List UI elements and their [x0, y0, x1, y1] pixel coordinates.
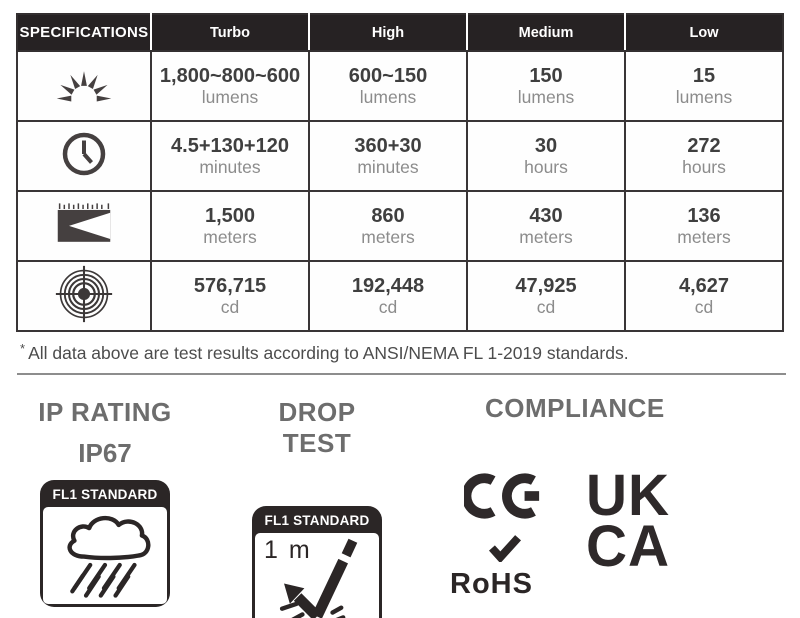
spec-unit: meters	[203, 226, 257, 247]
spec-unit: minutes	[199, 156, 261, 177]
spec-cell	[625, 191, 783, 261]
column-header-low: Low	[625, 14, 783, 51]
ukca-line-ca: CA	[586, 514, 671, 580]
rohs-mark-label: RoHS	[450, 568, 533, 600]
drop-test-title: DROP TEST	[278, 397, 356, 458]
fl1-badge-label: FL1 STANDARD	[264, 513, 370, 528]
ce-mark-icon	[464, 470, 566, 527]
ukca-mark	[586, 463, 671, 580]
spec-cell	[151, 51, 309, 121]
spec-cell	[151, 121, 309, 191]
footnote-text: All data above are test results according to ANSI/NEMA FL 1-2019 standards.	[28, 343, 629, 363]
compliance-title: COMPLIANCE	[485, 393, 665, 423]
spec-cell	[309, 191, 467, 261]
row-icon-cell	[17, 51, 151, 121]
spec-unit: cd	[694, 296, 714, 317]
spec-cell	[625, 261, 783, 331]
spec-value: 576,715	[193, 275, 267, 298]
spec-value: 4,627	[678, 275, 730, 298]
spec-cell	[467, 191, 625, 261]
brightness-icon	[51, 64, 117, 104]
spec-unit: minutes	[357, 156, 419, 177]
fl1-drop-badge	[252, 506, 382, 618]
footnote-asterisk: *	[20, 341, 26, 356]
table-row-intensity	[17, 261, 783, 331]
spec-unit: meters	[677, 226, 731, 247]
column-header-specifications: SPECIFICATIONS	[17, 14, 151, 51]
spec-cell	[467, 121, 625, 191]
spec-value: 15	[692, 65, 716, 88]
ip-rating-value: IP67	[78, 438, 132, 468]
rain-cloud-icon	[43, 507, 167, 604]
spec-unit: cd	[378, 296, 398, 317]
column-header-medium: Medium	[467, 14, 625, 51]
spec-cell	[309, 261, 467, 331]
spec-value: 1,800~800~600	[159, 65, 301, 88]
row-icon-cell	[17, 121, 151, 191]
table-row-distance	[17, 191, 783, 261]
spec-cell	[625, 121, 783, 191]
spec-cell	[309, 121, 467, 191]
spec-value: 272	[687, 135, 721, 158]
clock-icon	[60, 130, 108, 178]
beam-distance-icon	[54, 202, 114, 246]
spec-value: 192,448	[351, 275, 425, 298]
spec-unit: meters	[519, 226, 573, 247]
spec-unit: hours	[682, 156, 726, 177]
table-row-runtime	[17, 121, 783, 191]
spec-cell	[625, 51, 783, 121]
fl1-ip-badge	[40, 480, 170, 607]
compliance-block	[448, 393, 738, 601]
table-row-lumens	[17, 51, 783, 121]
spec-unit: lumens	[517, 86, 575, 107]
standards-footnote	[20, 341, 800, 364]
check-icon	[488, 534, 566, 567]
drop-height-label: 1 m	[264, 536, 312, 564]
spec-unit: cd	[536, 296, 556, 317]
spec-value: 600~150	[348, 65, 428, 88]
ip-rating-title: IP RATING	[38, 397, 172, 427]
spec-value: 136	[687, 205, 721, 228]
spec-value: 430	[529, 205, 563, 228]
fl1-badge-label: FL1 STANDARD	[52, 487, 158, 502]
spec-cell	[309, 51, 467, 121]
spec-table	[16, 13, 784, 332]
row-icon-cell	[17, 261, 151, 331]
certifications-section	[0, 375, 800, 618]
compliance-marks	[448, 463, 738, 601]
row-icon-cell	[17, 191, 151, 261]
spec-value: 4.5+130+120	[171, 135, 289, 158]
spec-unit: cd	[220, 296, 240, 317]
spec-cell	[151, 191, 309, 261]
spec-value: 30	[534, 135, 558, 158]
spec-value: 1,500	[204, 205, 256, 228]
ukca-line-uk: UK	[586, 463, 671, 528]
drop-test-block	[242, 397, 392, 618]
spec-unit: meters	[361, 226, 415, 247]
spec-unit: lumens	[201, 86, 259, 107]
spec-value: 860	[371, 205, 405, 228]
fl1-ip-badge-body	[43, 507, 167, 604]
ce-rohs-stack	[448, 470, 566, 601]
spec-value: 360+30	[354, 135, 422, 158]
spec-cell	[467, 51, 625, 121]
spec-value: 47,925	[515, 275, 577, 298]
spec-unit: lumens	[359, 86, 417, 107]
spec-cell	[151, 261, 309, 331]
spec-value: 150	[529, 65, 563, 88]
ip-rating-block	[26, 397, 184, 607]
column-header-high: High	[309, 14, 467, 51]
column-header-turbo: Turbo	[151, 14, 309, 51]
fl1-drop-badge-body	[255, 533, 379, 618]
intensity-icon	[54, 264, 114, 324]
spec-cell	[467, 261, 625, 331]
spec-unit: hours	[524, 156, 568, 177]
spec-unit: lumens	[675, 86, 733, 107]
header-row	[17, 14, 783, 51]
